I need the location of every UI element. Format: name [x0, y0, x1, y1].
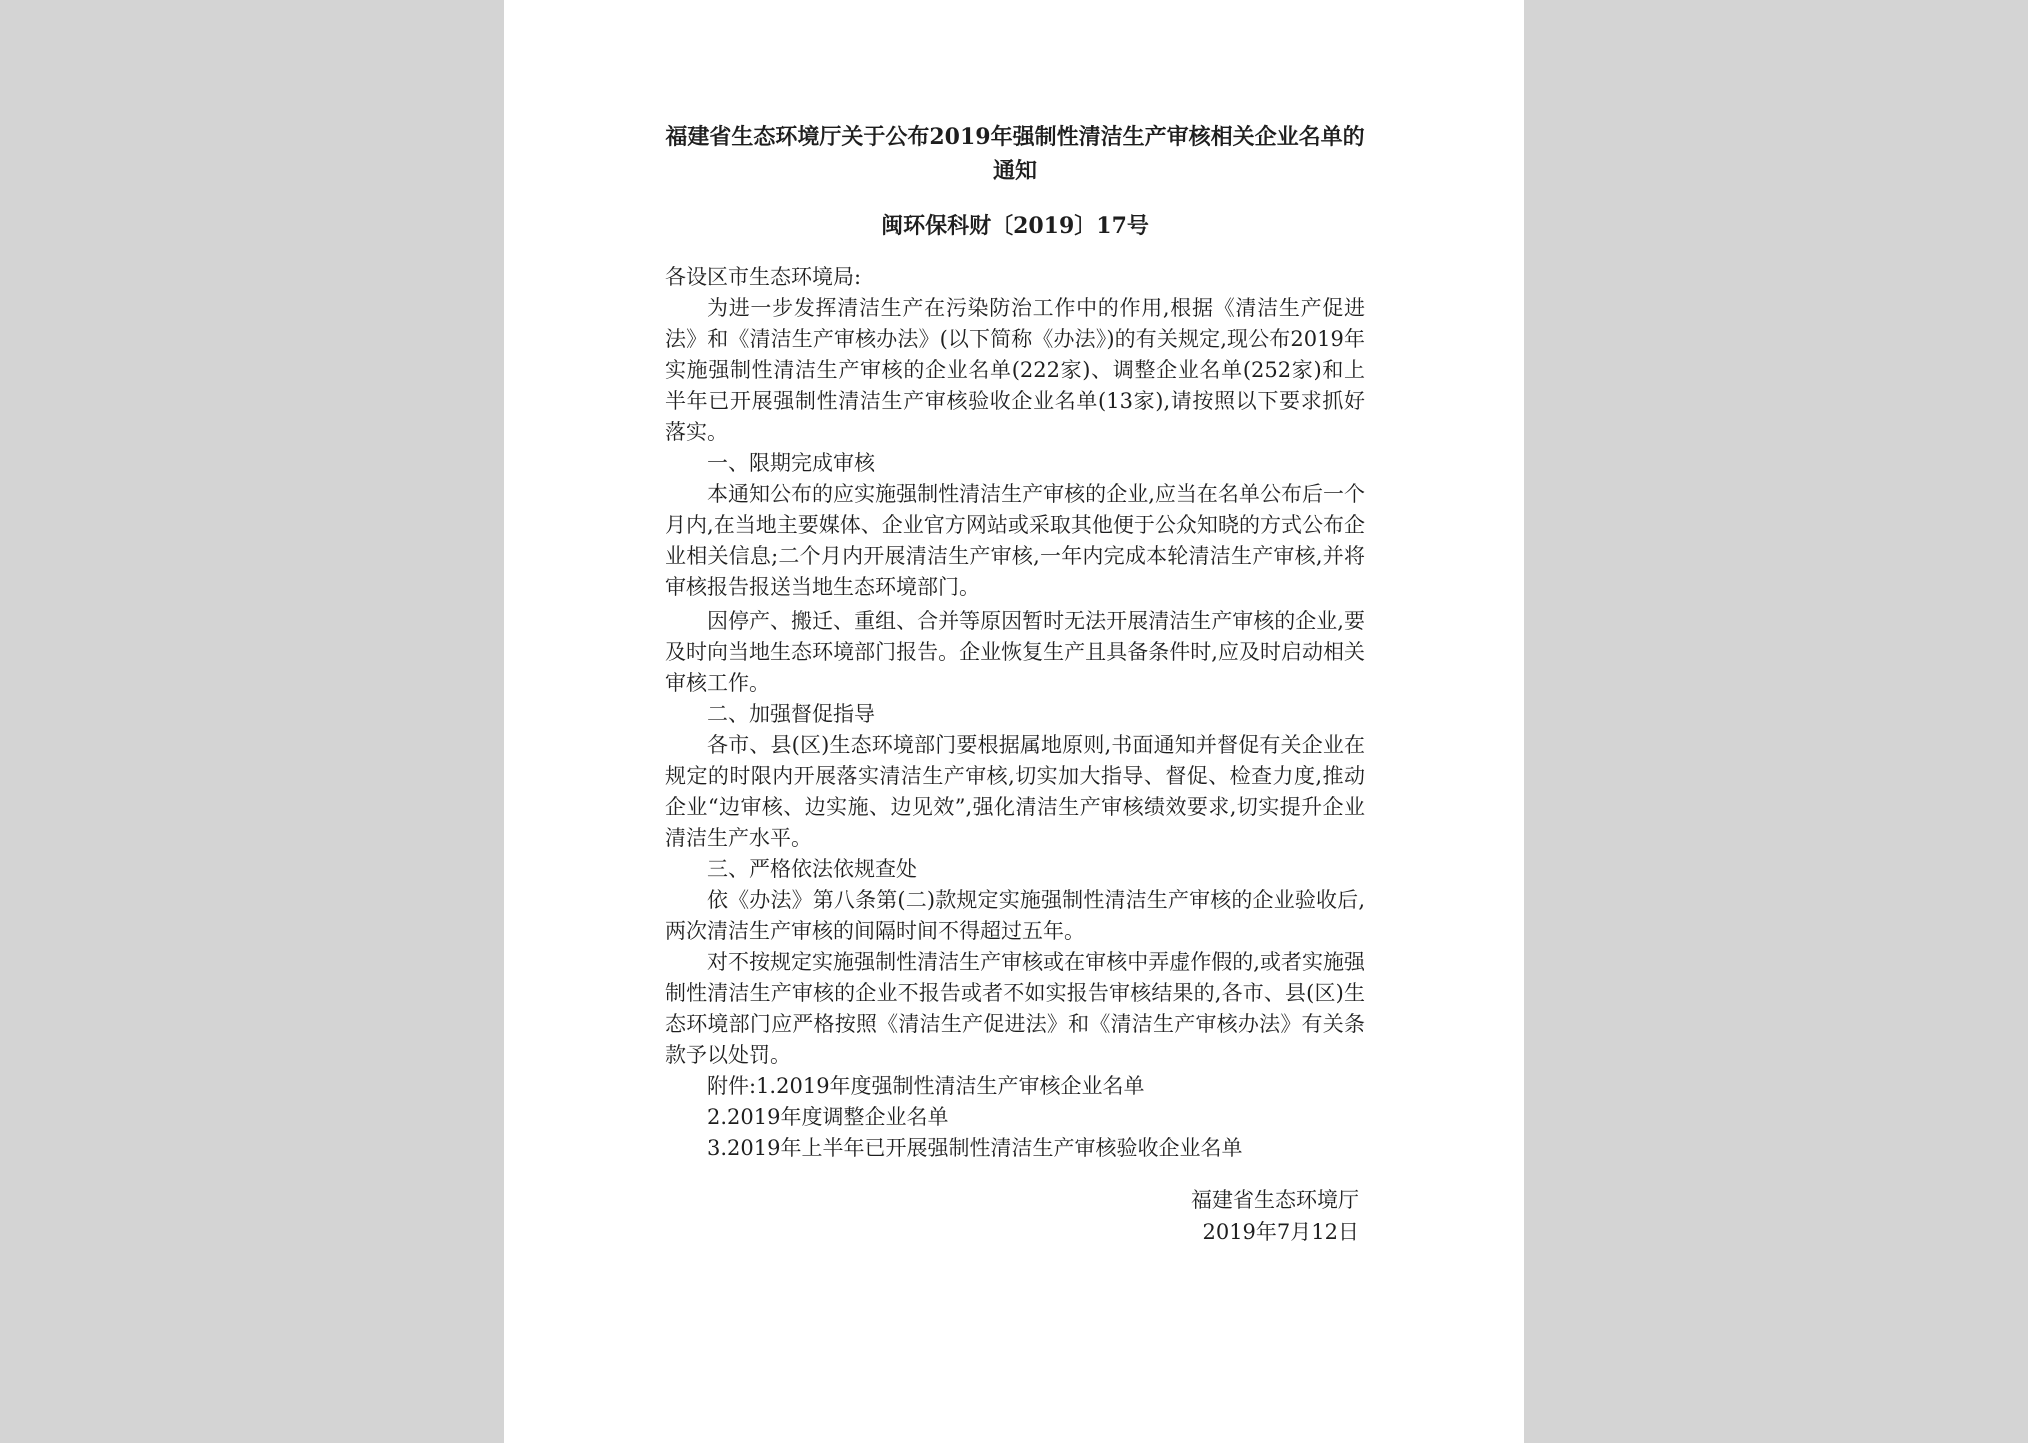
document-title: 福建省生态环境厅关于公布2019年强制性清洁生产审核相关企业名单的通知 — [665, 124, 1365, 184]
section-3-paragraph-1: 依《办法》第八条第(二)款规定实施强制性清洁生产审核的企业验收后,两次清洁生产审核的间隔时间不得超过五年。 — [665, 888, 1365, 943]
issuer-name: 福建省生态环境厅 — [1191, 1188, 1359, 1212]
salutation: 各设区市生态环境局: — [665, 265, 862, 289]
section-heading-2: 二、加强督促指导 — [707, 702, 875, 726]
attachment-item-2: 2.2019年度调整企业名单 — [707, 1105, 949, 1129]
attachment-item-3: 3.2019年上半年已开展强制性清洁生产审核验收企业名单 — [707, 1136, 1243, 1160]
section-heading-1: 一、限期完成审核 — [707, 451, 875, 475]
section-2-paragraph-1: 各市、县(区)生态环境部门要根据属地原则,书面通知并督促有关企业在规定的时限内开展落实清洁生产审核,切实加大指导、督促、检查力度,推动企业“边审核、边实施、边见效”,强化清洁生产审核绩效要求,切实提升企业清洁生产水平。 — [665, 733, 1365, 850]
section-heading-3: 三、严格依法依规查处 — [707, 857, 917, 881]
document-page — [504, 0, 1524, 1443]
document-number: 闽环保科财〔2019〕17号 — [881, 213, 1149, 239]
section-1-paragraph-2: 因停产、搬迁、重组、合并等原因暂时无法开展清洁生产审核的企业,要及时向当地生态环境部门报告。企业恢复生产且具备条件时,应及时启动相关审核工作。 — [665, 609, 1365, 695]
intro-paragraph: 为进一步发挥清洁生产在污染防治工作中的作用,根据《清洁生产促进法》和《清洁生产审核办法》(以下简称《办法》)的有关规定,现公布2019年实施强制性清洁生产审核的企业名单(222家)、调整企业名单(252家)和上半年已开展强制性清洁生产审核验收企业名单(13家),请按照以下要求抓好落实。 — [665, 296, 1365, 444]
section-3-paragraph-2: 对不按规定实施强制性清洁生产审核或在审核中弄虚作假的,或者实施强制性清洁生产审核的企业不报告或者不如实报告审核结果的,各市、县(区)生态环境部门应严格按照《清洁生产促进法》和《清洁生产审核办法》有关条款予以处罚。 — [665, 950, 1365, 1067]
attachment-item-1: 附件:1.2019年度强制性清洁生产审核企业名单 — [707, 1074, 1145, 1098]
issue-date: 2019年7月12日 — [1202, 1220, 1359, 1244]
page-content — [665, 120, 1365, 1248]
section-1-paragraph-1: 本通知公布的应实施强制性清洁生产审核的企业,应当在名单公布后一个月内,在当地主要媒体、企业官方网站或采取其他便于公众知晓的方式公布企业相关信息;二个月内开展清洁生产审核,一年内完成本轮清洁生产审核,并将审核报告报送当地生态环境部门。 — [665, 482, 1365, 599]
signature-block — [665, 1184, 1365, 1248]
